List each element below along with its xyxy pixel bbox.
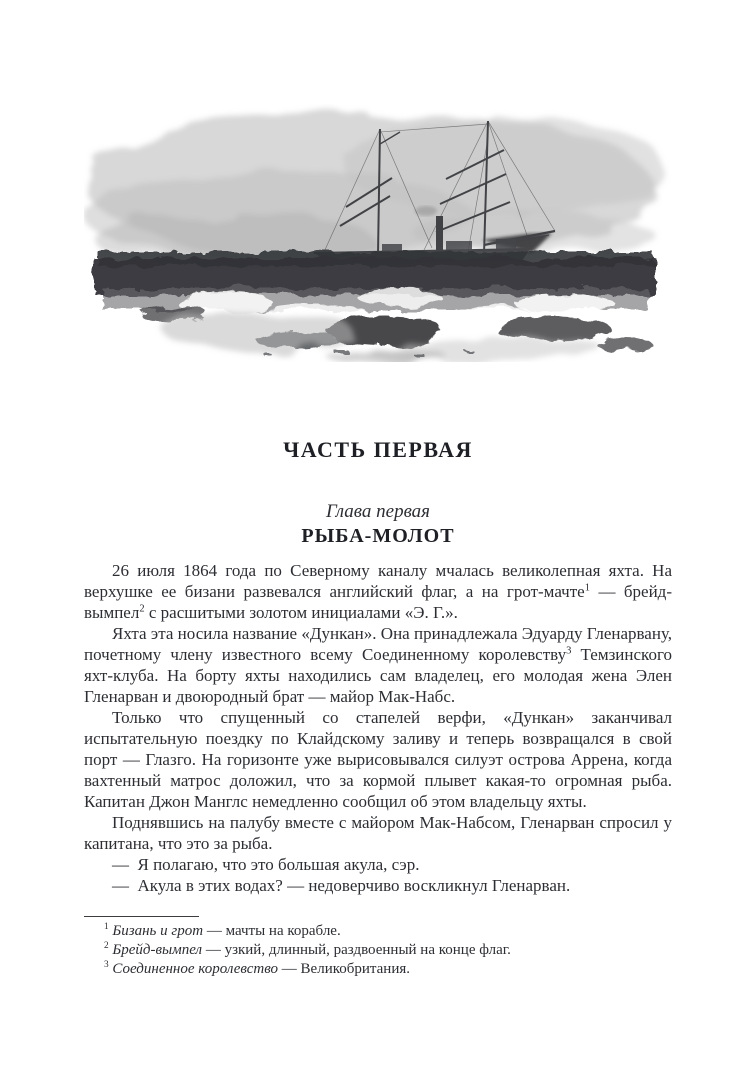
footnote-marker: 2 <box>139 603 145 615</box>
paragraph: — Я полагаю, что это большая акула, сэр. <box>112 855 420 874</box>
footnote-divider <box>84 916 199 917</box>
footnote-term: Бизань и грот <box>112 923 204 939</box>
footnote-item: $^3$ Соединенное королевство — Великобритания. <box>104 960 411 977</box>
footnote-marker: 2 <box>104 941 109 951</box>
footnote-item: $^1$ Бизань и грот — мачты на корабле. <box>104 922 341 939</box>
footnote-marker: 3 <box>566 645 572 657</box>
footnote-marker: 3 <box>104 960 109 970</box>
footnote-item: $^2$ Брейд-вымпел — узкий, длинный, раздвоенный на конце флаг. <box>104 941 511 958</box>
paragraph: — Акула в этих водах? — недоверчиво воскликнул Гленарван. <box>112 876 571 895</box>
ship-illustration <box>84 104 672 362</box>
sea-waves <box>94 252 656 362</box>
footnote-marker: 1 <box>104 922 109 932</box>
sky-wash <box>84 110 664 264</box>
paragraph: Только что спущенный со стапелей верфи, «Дункан» заканчивал испытательную поездку по Клайдскому заливу и теперь возвращался в свой порт — Глазго. На горизонте уже вырисовывался силуэт острова Аррена, когда вахтенный матрос доложил, что за кормой плывет какая-то огромная рыба. Капитан Джон Манглс немедленно сообщил об этом владельцу яхты. <box>84 708 672 811</box>
paragraph: 26 июля 1864 года по Северному каналу мчалась великолепная яхта. На верхушке ее бизани развевался английский флаг, а на грот-мачте$^1$ — брейд-вымпел$^2$ с расшитыми золотом инициалами «Э. Г.». <box>84 561 672 622</box>
footnote-term: Брейд-вымпел <box>112 942 203 958</box>
chapter-label: Глава первая <box>325 501 431 522</box>
footnotes-section <box>84 916 672 979</box>
chapter-title: РЫБА-МОЛОТ <box>301 525 455 547</box>
paragraph: Яхта эта носила название «Дункан». Она принадлежала Эдуарду Гленарвану, почетному члену известного всему Соединенному королевству$^3$ Темзинского яхт-клуба. На борту яхты находились сам владелец, его молодая жена Элен Гленарван и двоюродный брат — майор Мак-Набс. <box>84 624 672 706</box>
ship-at-sea-drawing <box>84 104 672 362</box>
part-title: ЧАСТЬ ПЕРВАЯ <box>283 437 473 462</box>
page-content <box>84 560 672 979</box>
chapter-heading <box>0 501 756 548</box>
footnote-marker: 1 <box>584 582 590 594</box>
footnote-list <box>84 922 672 979</box>
body-text <box>84 560 672 896</box>
paragraph: Поднявшись на палубу вместе с майором Мак-Набсом, Гленарван спросил у капитана, что это за рыба. <box>84 813 672 853</box>
footnote-term: Соединенное королевство <box>112 961 279 977</box>
